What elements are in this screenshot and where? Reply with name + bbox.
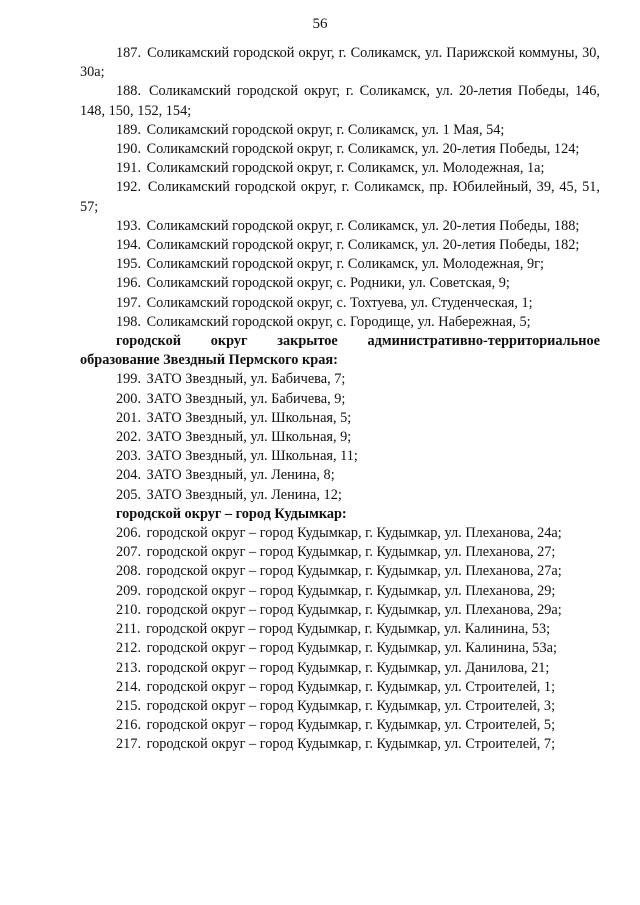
item-number: 198. <box>116 313 142 330</box>
item-number: 190. <box>116 141 142 158</box>
item-address: Соликамский городской округ, г. Соликамск, ул. Молодежная, 9г; <box>146 256 544 273</box>
item-number: 202. <box>116 429 142 446</box>
item-number: 210. <box>116 601 142 618</box>
list-item <box>80 255 600 274</box>
item-number: 216. <box>116 717 142 734</box>
item-number: 213. <box>116 659 142 676</box>
list-item <box>80 82 600 120</box>
list-item <box>80 466 600 485</box>
item-number: 200. <box>116 390 142 407</box>
list-item <box>80 620 600 639</box>
list-item <box>80 582 600 601</box>
list-item <box>80 486 600 505</box>
item-number: 209. <box>116 582 142 599</box>
item-address: Соликамский городской округ, с. Родники, ул. Советская, 9; <box>146 275 510 292</box>
item-address: городской округ – город Кудымкар, г. Кудымкар, ул. Плеханова, 27; <box>146 544 556 561</box>
item-address: городской округ – город Кудымкар, г. Кудымкар, ул. Плеханова, 29; <box>146 582 556 599</box>
item-address: Соликамский городской округ, г. Соликамск, ул. 20-летия Победы, 146, 148, 150, 152, 154; <box>80 83 601 119</box>
list-item <box>80 44 600 82</box>
item-address: Соликамский городской округ, г. Соликамск, ул. Молодежная, 1а; <box>146 160 545 177</box>
item-address: городской округ – город Кудымкар, г. Кудымкар, ул. Калинина, 53а; <box>146 640 558 657</box>
item-number: 208. <box>116 563 142 580</box>
item-address: городской округ – город Кудымкар, г. Кудымкар, ул. Строителей, 5; <box>146 717 556 734</box>
section-heading: городской округ – город Кудымкар: <box>116 505 347 522</box>
list-item <box>80 659 600 678</box>
list-item <box>80 313 600 332</box>
list-item <box>80 543 600 562</box>
item-number: 191. <box>116 160 142 177</box>
item-number: 189. <box>116 121 142 138</box>
item-address: городской округ – город Кудымкар, г. Кудымкар, ул. Плеханова, 29а; <box>146 601 562 618</box>
item-number: 215. <box>116 697 142 714</box>
item-number: 212. <box>116 640 142 657</box>
list-item <box>80 178 600 216</box>
item-number: 201. <box>116 409 142 426</box>
list-item <box>80 562 600 581</box>
list-item <box>80 140 600 159</box>
list-item <box>80 409 600 428</box>
item-address: городской округ – город Кудымкар, г. Кудымкар, ул. Плеханова, 27а; <box>146 563 562 580</box>
item-address: Соликамский городской округ, г. Соликамск, ул. 20-летия Победы, 188; <box>146 217 580 234</box>
item-number: 194. <box>116 237 142 254</box>
item-address: ЗАТО Звездный, ул. Ленина, 8; <box>146 467 335 484</box>
list-item <box>80 121 600 140</box>
item-address: Соликамский городской округ, г. Соликамск, ул. 20-летия Победы, 124; <box>146 141 580 158</box>
list-item <box>80 236 600 255</box>
item-number: 196. <box>116 275 142 292</box>
item-address: Соликамский городской округ, с. Тохтуева, ул. Студенческая, 1; <box>146 294 533 311</box>
list-item <box>80 274 600 293</box>
item-address: городской округ – город Кудымкар, г. Кудымкар, ул. Строителей, 3; <box>146 697 556 714</box>
item-number: 211. <box>116 621 141 638</box>
item-number: 214. <box>116 678 142 695</box>
list-item <box>80 294 600 313</box>
list-item <box>80 390 600 409</box>
item-address: городской округ – город Кудымкар, г. Кудымкар, ул. Данилова, 21; <box>146 659 550 676</box>
item-address: ЗАТО Звездный, ул. Школьная, 9; <box>146 429 352 446</box>
list-item <box>80 370 600 389</box>
list-item <box>80 217 600 236</box>
list-item <box>80 447 600 466</box>
item-number: 207. <box>116 544 142 561</box>
item-address: Соликамский городской округ, с. Городище, ул. Набережная, 5; <box>146 313 531 330</box>
item-number: 217. <box>116 736 142 753</box>
section-heading: городской округ закрытое административно-территориальное образование Звездный Пермского края: <box>80 333 600 369</box>
item-address: Соликамский городской округ, г. Соликамск, ул. 1 Мая, 54; <box>146 121 505 138</box>
item-number: 197. <box>116 294 142 311</box>
item-number: 199. <box>116 371 142 388</box>
item-address: ЗАТО Звездный, ул. Ленина, 12; <box>146 486 342 503</box>
item-address: ЗАТО Звездный, ул. Бабичева, 9; <box>146 390 346 407</box>
list-item <box>80 716 600 735</box>
item-number: 204. <box>116 467 142 484</box>
page-number: 56 <box>312 16 328 32</box>
item-number: 206. <box>116 525 142 542</box>
list-item <box>80 697 600 716</box>
address-list <box>80 44 600 755</box>
item-number: 188. <box>116 83 142 100</box>
item-number: 195. <box>116 256 142 273</box>
item-address: городской округ – город Кудымкар, г. Кудымкар, ул. Калинина, 53; <box>146 621 551 638</box>
list-item <box>80 678 600 697</box>
item-address: городской округ – город Кудымкар, г. Кудымкар, ул. Строителей, 7; <box>146 736 556 753</box>
item-address: Соликамский городской округ, г. Соликамск, ул. Парижской коммуны, 30, 30а; <box>80 45 600 81</box>
item-number: 203. <box>116 448 142 465</box>
list-item <box>80 428 600 447</box>
item-number: 205. <box>116 486 142 503</box>
item-address: городской округ – город Кудымкар, г. Кудымкар, ул. Строителей, 1; <box>146 678 556 695</box>
list-item <box>80 639 600 658</box>
item-address: ЗАТО Звездный, ул. Школьная, 11; <box>146 448 358 465</box>
item-address: Соликамский городской округ, г. Соликамск, ул. 20-летия Победы, 182; <box>146 237 580 254</box>
list-item <box>80 735 600 754</box>
item-address: Соликамский городской округ, г. Соликамск, пр. Юбилейный, 39, 45, 51, 57; <box>80 179 600 215</box>
item-address: городской округ – город Кудымкар, г. Кудымкар, ул. Плеханова, 24а; <box>146 525 562 542</box>
item-address: ЗАТО Звездный, ул. Бабичева, 7; <box>146 371 346 388</box>
list-item <box>80 524 600 543</box>
item-number: 192. <box>116 179 142 196</box>
list-item <box>80 159 600 178</box>
item-address: ЗАТО Звездный, ул. Школьная, 5; <box>146 409 352 426</box>
item-number: 193. <box>116 217 142 234</box>
list-item <box>80 601 600 620</box>
item-number: 187. <box>116 45 142 61</box>
